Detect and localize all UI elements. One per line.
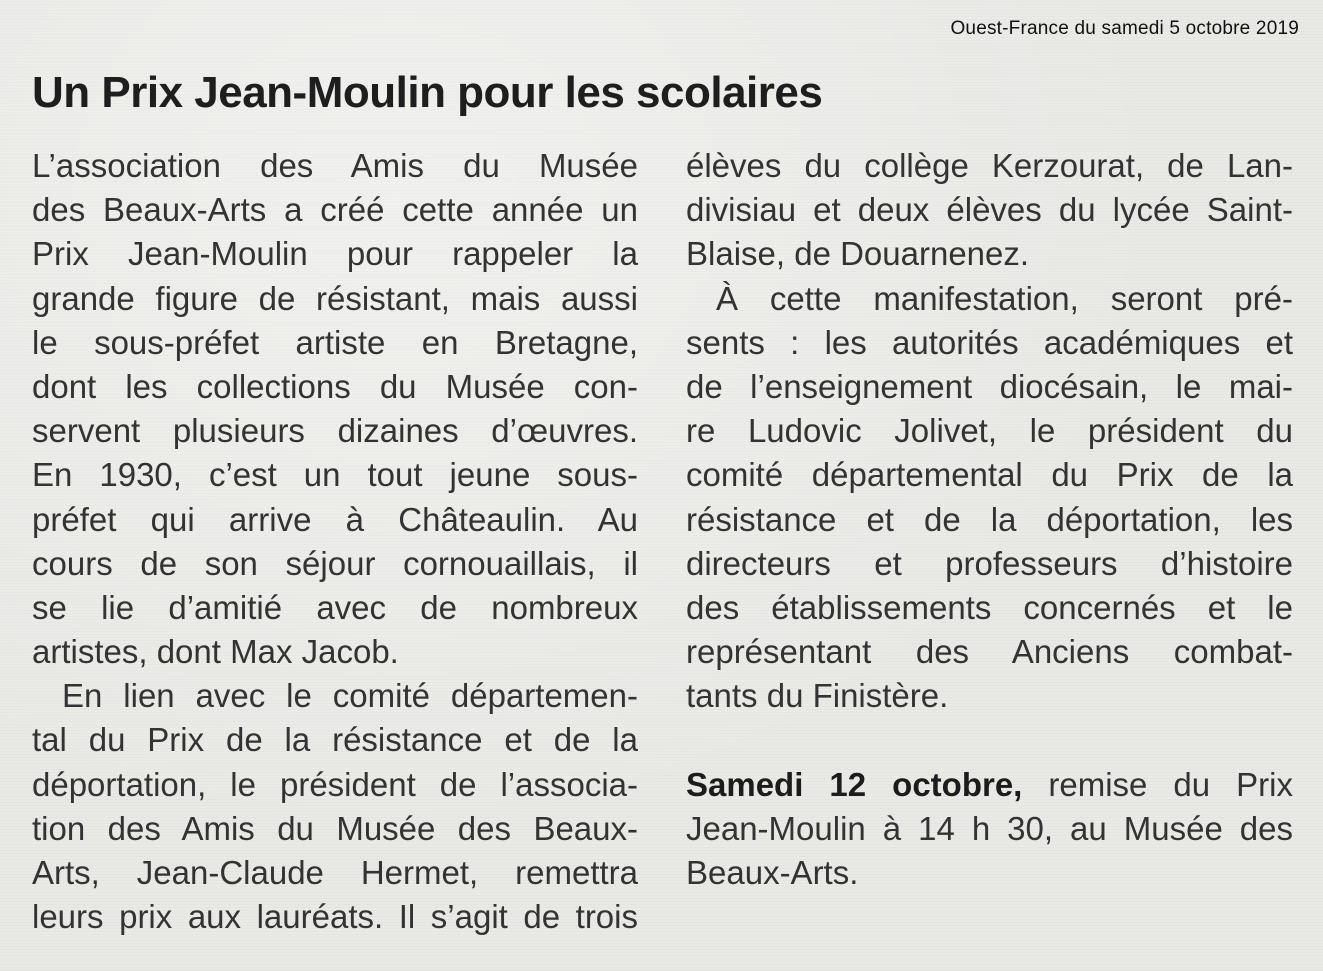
text-line: leurs prix aux lauréats. Il s’agit de trois: [32, 898, 638, 936]
text-line: L’association des Amis du Musée: [32, 147, 638, 184]
text-line: des Beaux-Arts a créé cette année un: [32, 191, 638, 229]
text-line: re Ludovic Jolivet, le président du: [686, 412, 1293, 450]
text-line: Blaise, de Douarnenez.: [686, 235, 1030, 273]
text-line: de l’enseignement diocésain, le mai-: [686, 367, 1293, 405]
text-line: comité départemental du Prix de la: [686, 456, 1293, 494]
text-line: cours de son séjour cornouaillais, il: [32, 544, 638, 582]
text-line: Arts, Jean-Claude Hermet, remettra: [32, 854, 638, 891]
text-line: En 1930, c’est un tout jeune sous-: [32, 456, 638, 494]
text-line: sents : les autorités académiques et: [686, 323, 1293, 361]
text-line: élèves du collège Kerzourat, de Lan-: [686, 147, 1293, 184]
text-line: grande figure de résistant, mais aussi: [32, 279, 638, 317]
text-line: directeurs et professeurs d’histoire: [686, 544, 1293, 582]
text-line: des établissements concernés et le: [686, 588, 1293, 626]
dateline: Ouest-France du samedi 5 octobre 2019: [950, 18, 1299, 39]
text-line: préfet qui arrive à Châteaulin. Au: [32, 500, 638, 538]
event-text: remise du Prix: [1022, 765, 1293, 803]
text-line: déportation, le président de l’associa-: [32, 765, 638, 803]
text-line: représentant des Anciens combat-: [686, 633, 1293, 671]
text-line: tants du Finistère.: [686, 677, 949, 715]
event-line: [686, 763, 1293, 807]
event-line: Jean-Moulin à 14 h 30, au Musée des: [686, 809, 1293, 847]
text-line: En lien avec le comité départemen-: [62, 677, 638, 715]
text-line: artistes, dont Max Jacob.: [32, 633, 399, 671]
text-line: tal du Prix de la résistance et de la: [32, 721, 638, 759]
text-line: dont les collections du Musée con-: [32, 367, 638, 405]
text-line: divisiau et deux élèves du lycée Saint-: [686, 191, 1293, 229]
text-line: le sous-préfet artiste en Bretagne,: [32, 323, 638, 361]
event-date: Samedi 12 octobre,: [686, 765, 1023, 803]
left-column: [32, 144, 638, 939]
event-line: Beaux-Arts.: [686, 854, 859, 891]
article-title: Un Prix Jean-Moulin pour les scolaires: [32, 68, 823, 117]
paragraph-gap: [686, 718, 1293, 762]
text-line: servent plusieurs dizaines d’œuvres.: [32, 412, 638, 450]
text-line: résistance et de la déportation, les: [686, 500, 1293, 538]
text-line: Prix Jean-Moulin pour rappeler la: [32, 235, 638, 273]
text-line: se lie d’amitié avec de nombreux: [32, 588, 638, 626]
text-line: À cette manifestation, seront pré-: [716, 279, 1293, 317]
right-column: [686, 144, 1293, 895]
text-line: tion des Amis du Musée des Beaux-: [32, 809, 638, 847]
